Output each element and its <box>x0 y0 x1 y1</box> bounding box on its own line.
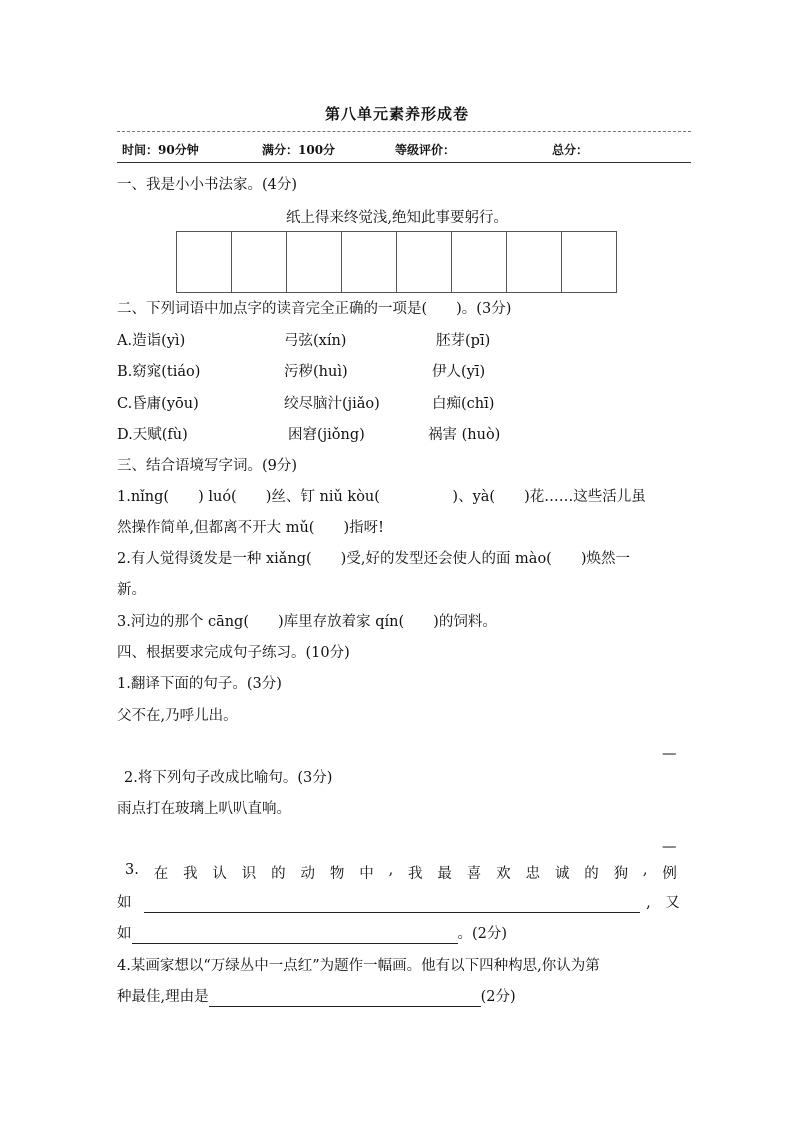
q2-option-c-word2: 绞尽脑汁(jiǎo) <box>284 396 380 412</box>
q4-heading: 四、根据要求完成句子练习。(10分) <box>117 645 350 661</box>
q4-sub4-line1: 4.某画家想以“万绿丛中一点红”为题作一幅画。他有以下四种构思,你认为第 <box>117 958 600 974</box>
sub3-char: 识 <box>241 866 257 882</box>
page-title: 第八单元素养形成卷 <box>324 105 469 123</box>
q2-option-a: A.造诣(yì) <box>117 333 186 349</box>
sub3-char: 欢 <box>496 866 511 882</box>
q2-option-c-word3: 白痴(chī) <box>432 396 495 412</box>
q2-option-a-word2: 弓弦(xín) <box>284 333 347 349</box>
answer-line-end: — <box>662 839 677 855</box>
writing-cell[interactable] <box>507 232 562 292</box>
q3-heading: 三、结合语境写字词。(9分) <box>117 458 298 474</box>
sub3-text: , 又 <box>646 895 680 911</box>
q4-sub2-heading: 2.将下列句子改成比喻句。(3分) <box>124 770 333 786</box>
q3-item2-line1: 2.有人觉得烫发是一种 xiǎng( )受,好的发型还会使人的面 mào( )焕然一 <box>117 551 630 567</box>
sub3-char: 喜 <box>466 866 482 882</box>
q4-sub3-line2 <box>117 893 680 913</box>
sub3-char: 动 <box>300 866 315 882</box>
q2-option-d-word2: 困窘(jiǒng) <box>288 427 365 443</box>
sub3-char: 中 <box>359 866 374 882</box>
header-divider <box>117 162 691 163</box>
q2-option-a-word3: 胚芽(pī) <box>436 333 491 349</box>
sub4-text: (2分) <box>480 989 516 1005</box>
writing-cell[interactable] <box>342 232 397 292</box>
sub3-char: 诚 <box>554 866 570 882</box>
q4-sub3-line3 <box>117 924 507 944</box>
sub3-char: 3. <box>125 862 139 878</box>
sub4-text: 种最佳,理由是 <box>117 989 209 1005</box>
q2-option-b-word3: 伊人(yī) <box>432 364 486 380</box>
answer-blank[interactable] <box>132 927 458 944</box>
answer-line-end: — <box>662 746 677 762</box>
sub3-char: 忠 <box>525 866 540 882</box>
sub3-char: 在 <box>153 866 169 882</box>
q1-heading: 一、我是小小书法家。(4分) <box>117 177 298 193</box>
q3-item3: 3.河边的那个 cāng( )库里存放着家 qín( )的饲料。 <box>117 614 497 630</box>
answer-blank[interactable] <box>144 896 640 913</box>
sub3-char: 认 <box>212 866 227 882</box>
sub3-char: 我 <box>408 866 423 882</box>
q2-option-d: D.天赋(fù) <box>117 427 188 443</box>
q2-heading: 二、下列词语中加点字的读音完全正确的一项是( )。(3分) <box>117 301 512 317</box>
q4-sub1-heading: 1.翻译下面的句子。(3分) <box>117 676 282 692</box>
q2-option-c: C.昏庸(yōu) <box>117 396 199 412</box>
q4-sub1-sentence: 父不在,乃呼儿出。 <box>117 708 238 724</box>
q3-item2-line2: 新。 <box>117 582 146 598</box>
writing-grid <box>176 231 617 293</box>
sub3-text: 如 <box>117 895 132 911</box>
writing-cell[interactable] <box>452 232 507 292</box>
answer-blank[interactable] <box>209 990 481 1007</box>
q4-sub4-line2 <box>117 987 516 1007</box>
q4-sub3-line1 <box>117 862 677 883</box>
writing-cell[interactable] <box>562 232 616 292</box>
writing-cell[interactable] <box>177 232 232 292</box>
writing-cell[interactable] <box>397 232 452 292</box>
q2-option-b-word2: 污秽(huì) <box>284 364 348 380</box>
sub3-char: 我 <box>183 866 198 882</box>
q2-option-d-word3: 祸害 (huò) <box>428 427 501 443</box>
sub3-char: 狗 <box>613 866 629 882</box>
sub3-char: , <box>642 862 648 878</box>
meta-total: 总分： <box>552 143 589 157</box>
meta-grade: 等级评价： <box>395 143 456 157</box>
sub3-char: 最 <box>437 866 452 882</box>
sub3-char: 的 <box>584 866 599 882</box>
sub3-text: 。(2分) <box>457 926 508 942</box>
sub3-char: 的 <box>271 866 286 882</box>
dashed-divider <box>117 131 691 132</box>
q1-poem: 纸上得来终觉浅,绝知此事要躬行。 <box>285 210 509 226</box>
q4-sub2-sentence: 雨点打在玻璃上叭叭直响。 <box>117 801 291 817</box>
q3-item1-line1: 1.nǐng( ) luó( )丝、钉 niǔ kòu( )、yà( )花……这些活儿虽 <box>117 489 646 505</box>
sub3-char: 例 <box>662 866 677 882</box>
q2-option-b: B.窈窕(tiáo) <box>117 364 201 380</box>
sub3-char: 物 <box>329 866 345 882</box>
writing-cell[interactable] <box>287 232 342 292</box>
sub3-text: 如 <box>117 926 132 942</box>
writing-cell[interactable] <box>232 232 287 292</box>
sub3-char: , <box>388 862 394 878</box>
meta-score: 满分：100分 <box>262 143 336 157</box>
q3-item1-line2: 然操作简单,但都离不开大 mǔ( )指呀! <box>117 520 384 536</box>
meta-time: 时间：90分钟 <box>122 143 199 157</box>
